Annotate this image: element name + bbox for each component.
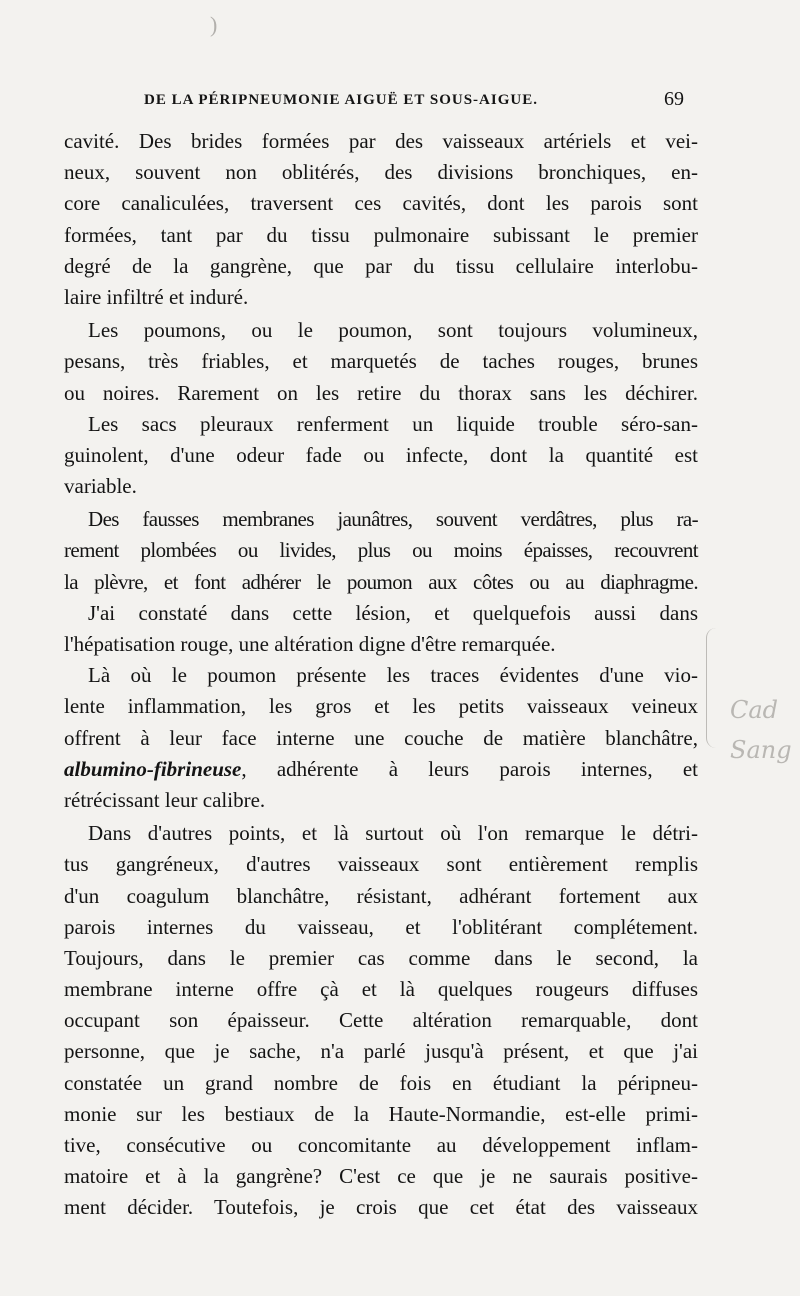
- text-line: Les sacs pleuraux renferment un liquide trouble séro-san-: [88, 411, 698, 436]
- text-line: rement plombées ou livides, plus ou moins épaisses, recouvrent: [64, 538, 698, 563]
- text-line: guinolent, d'une odeur fade ou infecte, dont la quantité est: [64, 442, 698, 467]
- text-line: degré de la gangrène, que par du tissu cellulaire interlobu-: [64, 253, 698, 278]
- page-number: 69: [664, 88, 684, 110]
- text-line: ou noires. Rarement on les retire du thorax sans les déchirer.: [64, 380, 698, 405]
- text-line: constatée un grand nombre de fois en étudiant la péripneu-: [64, 1070, 698, 1095]
- margin-note: [730, 690, 800, 770]
- text-line: membrane interne offre çà et là quelques rougeurs diffuses: [64, 977, 698, 1002]
- text-line: Des fausses membranes jaunâtres, souvent verdâtres, plus ra-: [88, 507, 698, 532]
- italic-term: albumino-fibrineuse: [64, 756, 242, 781]
- body-text: [64, 126, 698, 1224]
- text-line: personne, que je sache, n'a parlé jusqu'à présent, et que j'ai: [64, 1039, 698, 1064]
- margin-note-line: Cad: [730, 696, 779, 724]
- text-line: occupant son épaisseur. Cette altération remarquable, dont: [64, 1008, 698, 1033]
- text-line: J'ai constaté dans cette lésion, et quelquefois aussi dans: [88, 600, 698, 625]
- text-line: Les poumons, ou le poumon, sont toujours volumineux,: [88, 318, 698, 343]
- text-line: tive, consécutive ou concomitante au développement inflam-: [64, 1133, 698, 1157]
- text-line: core canaliculées, traversent ces cavités, dont les parois sont: [64, 191, 698, 216]
- text-line: Toujours, dans le premier cas comme dans le second, la: [64, 945, 698, 970]
- margin-bracket: [706, 628, 721, 748]
- text-line: parois internes du vaisseau, et l'oblitérant complétement.: [64, 914, 698, 939]
- margin-note-line: Sang: [730, 736, 792, 764]
- text-line: ment décider. Toutefois, je crois que cet état des vaisseaux: [64, 1195, 698, 1220]
- text-line: d'un coagulum blanchâtre, résistant, adhérant fortement aux: [64, 883, 698, 908]
- ink-mark: ): [210, 12, 218, 37]
- text-line: pesans, très friables, et marquetés de taches rouges, brunes: [64, 349, 698, 374]
- text-line: Dans d'autres points, et là surtout où l'on remarque le détri-: [88, 821, 698, 846]
- text-line: laire infiltré et induré.: [64, 284, 249, 309]
- text-line: rétrécissant leur calibre.: [64, 787, 266, 812]
- running-head: [144, 88, 684, 118]
- text-line: cavité. Des brides formées par des vaisseaux artériels et vei-: [64, 129, 698, 153]
- text-line: tus gangréneux, d'autres vaisseaux sont entièrement remplis: [64, 852, 698, 877]
- text-line: [64, 754, 698, 785]
- text-line: variable.: [64, 474, 137, 499]
- text-line: formées, tant par du tissu pulmonaire subissant le premier: [64, 222, 698, 247]
- text-line: monie sur les bestiaux de la Haute-Normandie, est-elle primi-: [64, 1101, 698, 1126]
- text-fragment: , adhérente à leurs parois internes, et: [241, 756, 698, 781]
- text-line: l'hépatisation rouge, une altération digne d'être remarquée.: [64, 632, 556, 656]
- text-line: Là où le poumon présente les traces évidentes d'une vio-: [88, 663, 698, 688]
- text-line: la plèvre, et font adhérer le poumon aux côtes ou au diaphragme.: [64, 569, 698, 594]
- text-line: lente inflammation, les gros et les petits vaisseaux veineux: [64, 694, 698, 719]
- text-line: matoire et à la gangrène? C'est ce que je ne saurais positive-: [64, 1164, 698, 1189]
- text-line: offrent à leur face interne une couche de matière blanchâtre,: [64, 725, 698, 750]
- running-title: DE LA PÉRIPNEUMONIE AIGUË ET SOUS-AIGUE.: [144, 92, 538, 108]
- text-line: neux, souvent non oblitérés, des divisions bronchiques, en-: [64, 160, 698, 185]
